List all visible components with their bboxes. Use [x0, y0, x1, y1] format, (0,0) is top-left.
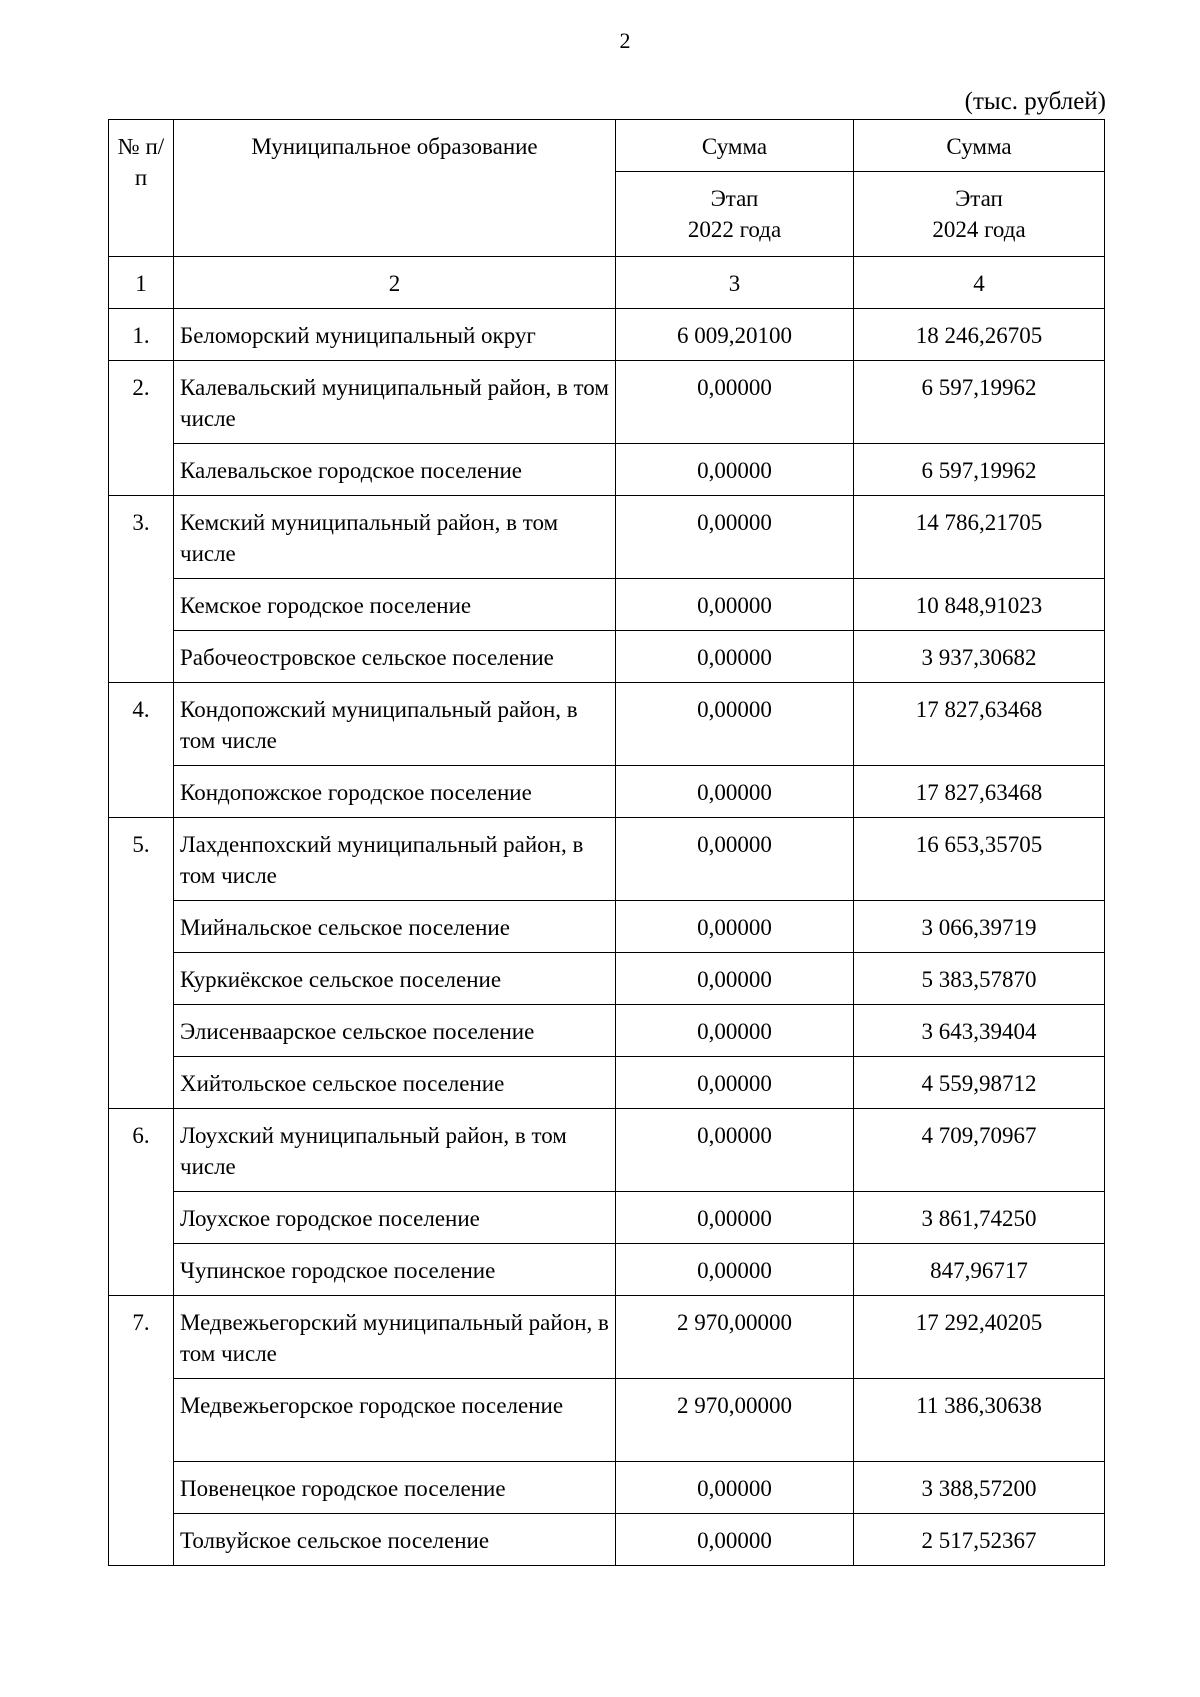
sum-2024: 18 246,26705 [854, 309, 1105, 361]
table-row [109, 1005, 1105, 1057]
column-number: 1 [109, 257, 174, 309]
municipality-name: Калевальский муниципальный район, в том числе [174, 361, 616, 444]
row-number [109, 444, 174, 496]
row-number: 5. [109, 818, 174, 901]
column-number: 3 [616, 257, 854, 309]
municipality-name: Рабочеостровское сельское поселение [174, 631, 616, 683]
row-number [109, 1005, 174, 1057]
column-number: 2 [174, 257, 616, 309]
sum-2022: 0,00000 [616, 1109, 854, 1192]
municipality-name: Кемский муниципальный район, в том числе [174, 496, 616, 579]
row-number [109, 631, 174, 683]
table-row [109, 901, 1105, 953]
municipality-name: Лахденпохский муниципальный район, в том числе [174, 818, 616, 901]
table-row [109, 1296, 1105, 1379]
table-row [109, 1109, 1105, 1192]
sum-2024: 4 709,70967 [854, 1109, 1105, 1192]
sum-2022: 0,00000 [616, 444, 854, 496]
table-row [109, 818, 1105, 901]
sum-2022: 0,00000 [616, 818, 854, 901]
table-row [109, 683, 1105, 766]
row-number [109, 766, 174, 818]
sum-2022: 0,00000 [616, 496, 854, 579]
sum-2022: 0,00000 [616, 953, 854, 1005]
sum-2024: 847,96717 [854, 1244, 1105, 1296]
column-number: 4 [854, 257, 1105, 309]
municipality-name: Чупинское городское поселение [174, 1244, 616, 1296]
table-row [109, 1514, 1105, 1566]
municipality-name: Кемское городское поселение [174, 579, 616, 631]
sum-2022: 0,00000 [616, 1514, 854, 1566]
row-number [109, 579, 174, 631]
header-municipality: Муниципальное образование [174, 120, 616, 257]
table-row [109, 309, 1105, 361]
sum-2022: 2 970,00000 [616, 1296, 854, 1379]
sum-2024: 17 827,63468 [854, 683, 1105, 766]
municipality-name: Толвуйское сельское поселение [174, 1514, 616, 1566]
sum-2022: 0,00000 [616, 1244, 854, 1296]
row-number [109, 1057, 174, 1109]
units-label: (тыс. рублей) [964, 88, 1106, 115]
table-row [109, 1192, 1105, 1244]
row-number: 6. [109, 1109, 174, 1192]
municipality-name: Кондопожское городское поселение [174, 766, 616, 818]
sum-2024: 3 861,74250 [854, 1192, 1105, 1244]
sum-2024: 3 643,39404 [854, 1005, 1105, 1057]
municipality-name: Лоухский муниципальный район, в том числе [174, 1109, 616, 1192]
row-number [109, 1379, 174, 1462]
municipality-name: Повенецкое городское поселение [174, 1462, 616, 1514]
sum-2022: 0,00000 [616, 1192, 854, 1244]
table-row [109, 631, 1105, 683]
row-number: 1. [109, 309, 174, 361]
sum-2024: 10 848,91023 [854, 579, 1105, 631]
sum-2022: 0,00000 [616, 1005, 854, 1057]
table-row [109, 1057, 1105, 1109]
header-stage-2024: Этап 2024 года [854, 172, 1105, 257]
municipality-name: Куркиёкское сельское поселение [174, 953, 616, 1005]
row-number [109, 901, 174, 953]
sum-2024: 5 383,57870 [854, 953, 1105, 1005]
municipality-name: Хийтольское сельское поселение [174, 1057, 616, 1109]
municipality-name: Калевальское городское поселение [174, 444, 616, 496]
row-number [109, 1192, 174, 1244]
header-number: № п/п [109, 120, 174, 257]
table-row [109, 361, 1105, 444]
row-number [109, 1244, 174, 1296]
sum-2024: 14 786,21705 [854, 496, 1105, 579]
row-number [109, 1462, 174, 1514]
sum-2022: 2 970,00000 [616, 1379, 854, 1462]
sum-2024: 3 066,39719 [854, 901, 1105, 953]
table-row [109, 766, 1105, 818]
row-number [109, 953, 174, 1005]
sum-2024: 6 597,19962 [854, 361, 1105, 444]
table-row [109, 496, 1105, 579]
table-row [109, 1379, 1105, 1462]
row-number: 4. [109, 683, 174, 766]
sum-2024: 3 937,30682 [854, 631, 1105, 683]
column-number-row [109, 257, 1105, 309]
sum-2024: 16 653,35705 [854, 818, 1105, 901]
sum-2022: 0,00000 [616, 1462, 854, 1514]
sum-2024: 17 292,40205 [854, 1296, 1105, 1379]
header-sum-2022: Сумма [616, 120, 854, 172]
subsidy-table [108, 119, 1105, 1566]
sum-2024: 4 559,98712 [854, 1057, 1105, 1109]
header-sum-2024: Сумма [854, 120, 1105, 172]
municipality-name: Лоухское городское поселение [174, 1192, 616, 1244]
municipality-name: Медвежьегорское городское поселение [174, 1379, 616, 1462]
sum-2022: 0,00000 [616, 631, 854, 683]
sum-2022: 0,00000 [616, 1057, 854, 1109]
row-number: 2. [109, 361, 174, 444]
header-stage-2022: Этап 2022 года [616, 172, 854, 257]
table-row [109, 579, 1105, 631]
municipality-name: Мийнальское сельское поселение [174, 901, 616, 953]
sum-2022: 0,00000 [616, 361, 854, 444]
page-number: 2 [619, 28, 631, 53]
municipality-name: Элисенваарское сельское поселение [174, 1005, 616, 1057]
sum-2022: 0,00000 [616, 683, 854, 766]
sum-2022: 0,00000 [616, 901, 854, 953]
sum-2022: 0,00000 [616, 579, 854, 631]
municipality-name: Медвежьегорский муниципальный район, в том числе [174, 1296, 616, 1379]
sum-2024: 6 597,19962 [854, 444, 1105, 496]
sum-2022: 0,00000 [616, 766, 854, 818]
sum-2024: 2 517,52367 [854, 1514, 1105, 1566]
header-row [109, 120, 1105, 172]
table-row [109, 1462, 1105, 1514]
municipality-name: Беломорский муниципальный округ [174, 309, 616, 361]
table-row [109, 444, 1105, 496]
row-number: 7. [109, 1296, 174, 1379]
row-number [109, 1514, 174, 1566]
row-number: 3. [109, 496, 174, 579]
table-row [109, 1244, 1105, 1296]
sum-2024: 17 827,63468 [854, 766, 1105, 818]
municipality-name: Кондопожский муниципальный район, в том числе [174, 683, 616, 766]
table-row [109, 953, 1105, 1005]
sum-2022: 6 009,20100 [616, 309, 854, 361]
sum-2024: 11 386,30638 [854, 1379, 1105, 1462]
sum-2024: 3 388,57200 [854, 1462, 1105, 1514]
